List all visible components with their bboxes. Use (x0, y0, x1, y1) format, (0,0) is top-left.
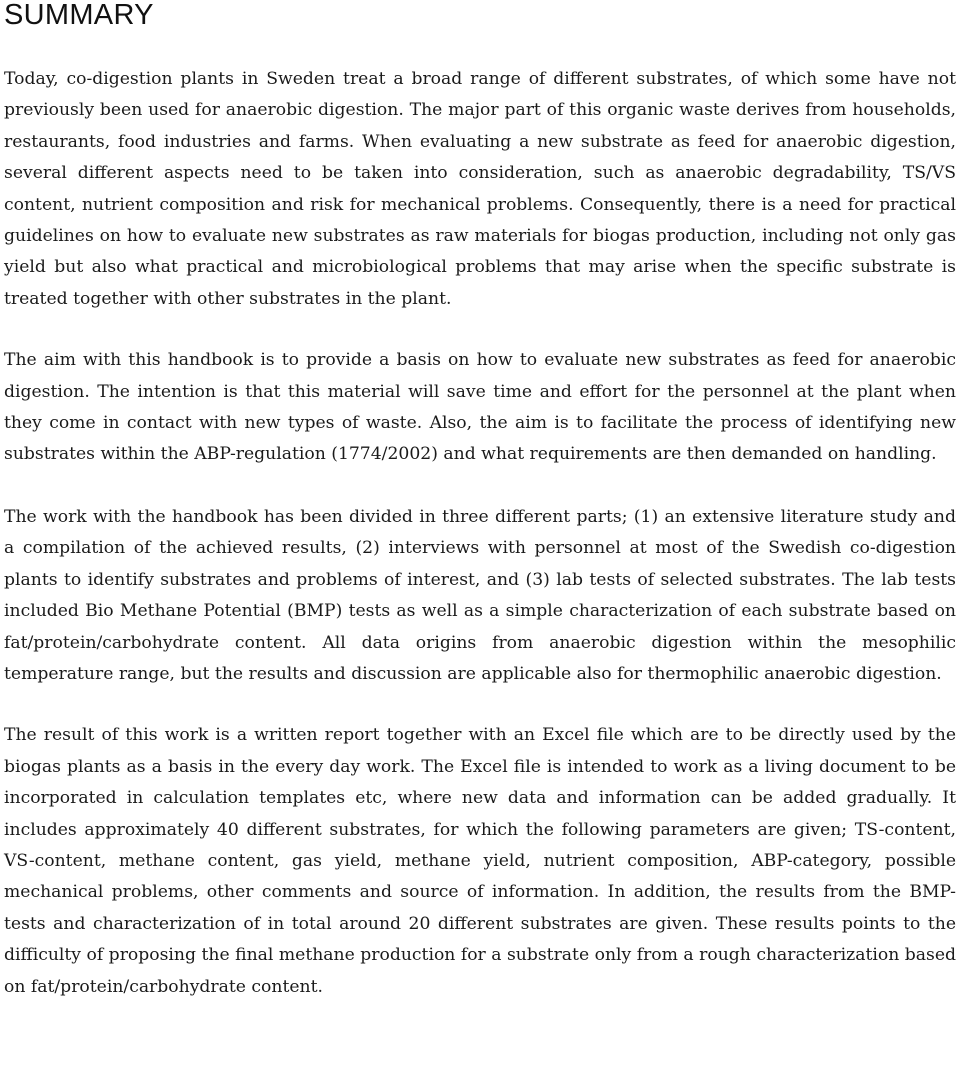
section-heading: SUMMARY (4, 0, 154, 31)
paragraph-method: The work with the handbook has been divided in three different parts; (1) an extensive literature study and a compilation of the achieved results, (2) interviews with personnel at most of the Swedish co-digestion plants to identify substrates and problems of interest, and (3) lab tests of selected substrates. The lab tests included Bio Methane Potential (BMP) tests as well as a simple characterization of each substrate based on fat/protein/carbohydrate content. All data origins from anaerobic digestion within the mesophilic temperature range, but the results and discussion are applicable also for thermophilic anaerobic digestion. (4, 506, 956, 684)
paragraph-result: The result of this work is a written report together with an Excel file which are to be directly used by the biogas plants as a basis in the every day work. The Excel file is intended to work as a living document to be incorporated in calculation templates etc, where new data and information can be added gradually. It includes approximately 40 different substrates, for which the following parameters are given; TS-content, VS-content, methane content, gas yield, methane yield, nutrient composition, ABP-category, possible mechanical problems, other comments and source of information. In addition, the results from the BMP-tests and characterization of in total around 20 different substrates are given. These results points to the difficulty of proposing the final methane production for a substrate only from a rough characterization based on fat/protein/carbohydrate content. (4, 725, 956, 997)
document-page (4, 0, 956, 1003)
paragraph-intro: Today, co-digestion plants in Sweden treat a broad range of different substrates, of which some have not previously been used for anaerobic digestion. The major part of this organic waste derives from households, restaurants, food industries and farms. When evaluating a new substrate as feed for anaerobic digestion, several different aspects need to be taken into consideration, such as anaerobic degradability, TS/VS content, nutrient composition and risk for mechanical problems. Consequently, there is a need for practical guidelines on how to evaluate new substrates as raw materials for biogas production, including not only gas yield but also what practical and microbiological problems that may arise when the specific substrate is treated together with other substrates in the plant. (4, 69, 956, 309)
paragraph-aim: The aim with this handbook is to provide a basis on how to evaluate new substrates as feed for anaerobic digestion. The intention is that this material will save time and effort for the personnel at the plant when they come in contact with new types of waste. Also, the aim is to facilitate the process of identifying new substrates within the ABP-regulation (1774/2002) and what requirements are then demanded on handling. (4, 350, 956, 465)
